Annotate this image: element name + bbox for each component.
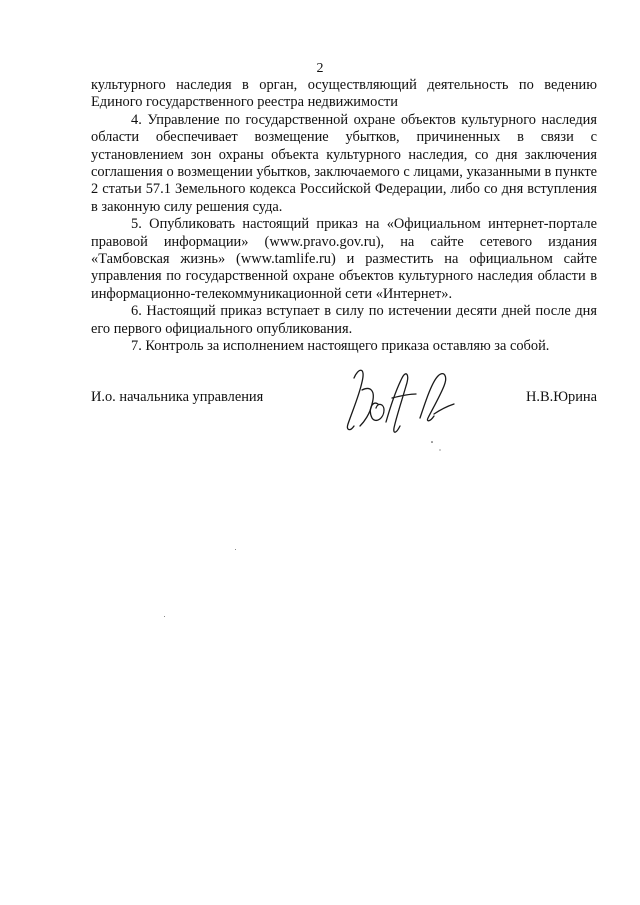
paragraph-7: 7. Контроль за исполнением настоящего приказа оставляю за собой. — [131, 338, 550, 355]
paragraph-4: 4. Управление по государственной охране объектов культурного наследия области обеспечивает возмещение убытков, причиненных в связи с установлением зон охраны объекта культурного наследия, со дня заключения соглашения о возмещении убытков, заключаемого с лицами, указанными в пункте 2 статьи 57.1 Земельного кодекса Российской Федерации, либо со дня вступления в законную силу решения суда. — [91, 111, 597, 215]
paragraph-6: 6. Настоящий приказ вступает в силу по истечении десяти дней после дня его первого официального опубликования. — [91, 303, 597, 337]
page-number: 2 — [316, 61, 324, 76]
paragraph-5: 5. Опубликовать настоящий приказ на «Официальном интернет-портале правовой информации» (www.pravo.gov.ru), на сайте сетевого издания «Тамбовская жизнь» (www.tamlife.ru) и разместить на официальном сайте управления по государственной охране объектов культурного наследия области в информационно-телекоммуникационной сети «Интернет». — [91, 216, 597, 302]
signatory-name: Н.В.Юрина — [526, 389, 597, 405]
handwritten-signature — [340, 360, 460, 455]
scan-speck — [235, 549, 236, 550]
document-body — [91, 77, 597, 356]
paragraph-continuation: культурного наследия в орган, осуществляющий деятельность по ведению Единого государственного реестра недвижимости — [91, 77, 597, 111]
scan-speck — [164, 616, 165, 617]
signatory-position: И.о. начальника управления — [91, 389, 264, 405]
